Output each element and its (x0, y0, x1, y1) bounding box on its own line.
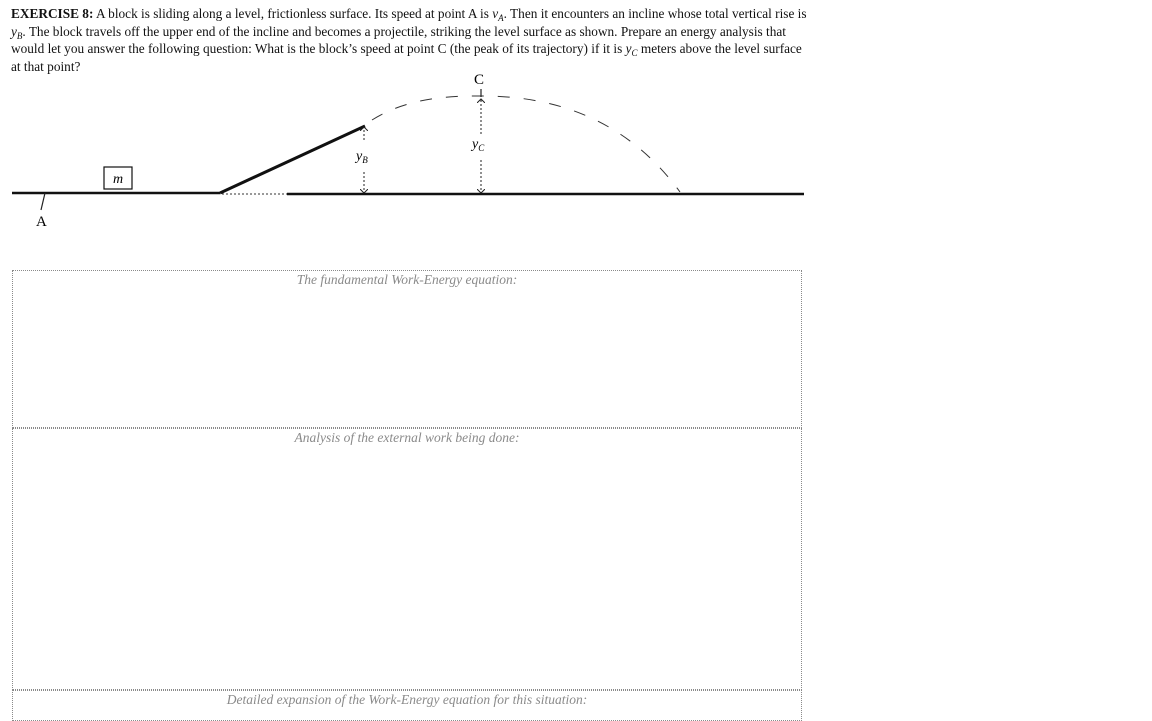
box-expansion[interactable] (12, 690, 802, 721)
box-external-work[interactable] (12, 428, 802, 690)
label-c: C (474, 72, 485, 88)
exercise-label: EXERCISE 8: (11, 6, 94, 21)
incline (220, 126, 365, 193)
label-yb: $y_B$ (356, 149, 368, 165)
label-m: m (113, 172, 124, 187)
var-vA: $v_A$ (492, 6, 504, 23)
label-a: A (36, 214, 47, 230)
physics-diagram (0, 0, 820, 240)
label-yc: $y_C$ (472, 137, 485, 153)
point-a-tick (41, 193, 45, 210)
exercise-seg2: . Then it encounters an incline whose total vertical rise is (503, 6, 807, 21)
box-fundamental-title: The fundamental Work-Energy equation: (296, 272, 518, 287)
var-yB: $y_B$ (11, 23, 23, 41)
box-expansion-title: Detailed expansion of the Work-Energy equation for this situation: (226, 692, 588, 707)
exercise-seg1: A block is sliding along a level, frictionless surface. Its speed at point A is (93, 6, 493, 21)
box-external-title: Analysis of the external work being done: (294, 430, 520, 445)
var-yC: $y_C$ (625, 41, 638, 59)
trajectory (372, 96, 680, 192)
exercise-seg3: . The block travels off the upper end of the incline and becomes a projectile, striking the level surface as shown. Prepare an energy analysis that would let you answer the following question: What is the block’s speed at point C (the peak of its trajectory) if it is (11, 23, 786, 57)
exercise-seg4: meters above the level surface at that point? (11, 41, 802, 74)
box-fundamental[interactable] (12, 270, 802, 428)
